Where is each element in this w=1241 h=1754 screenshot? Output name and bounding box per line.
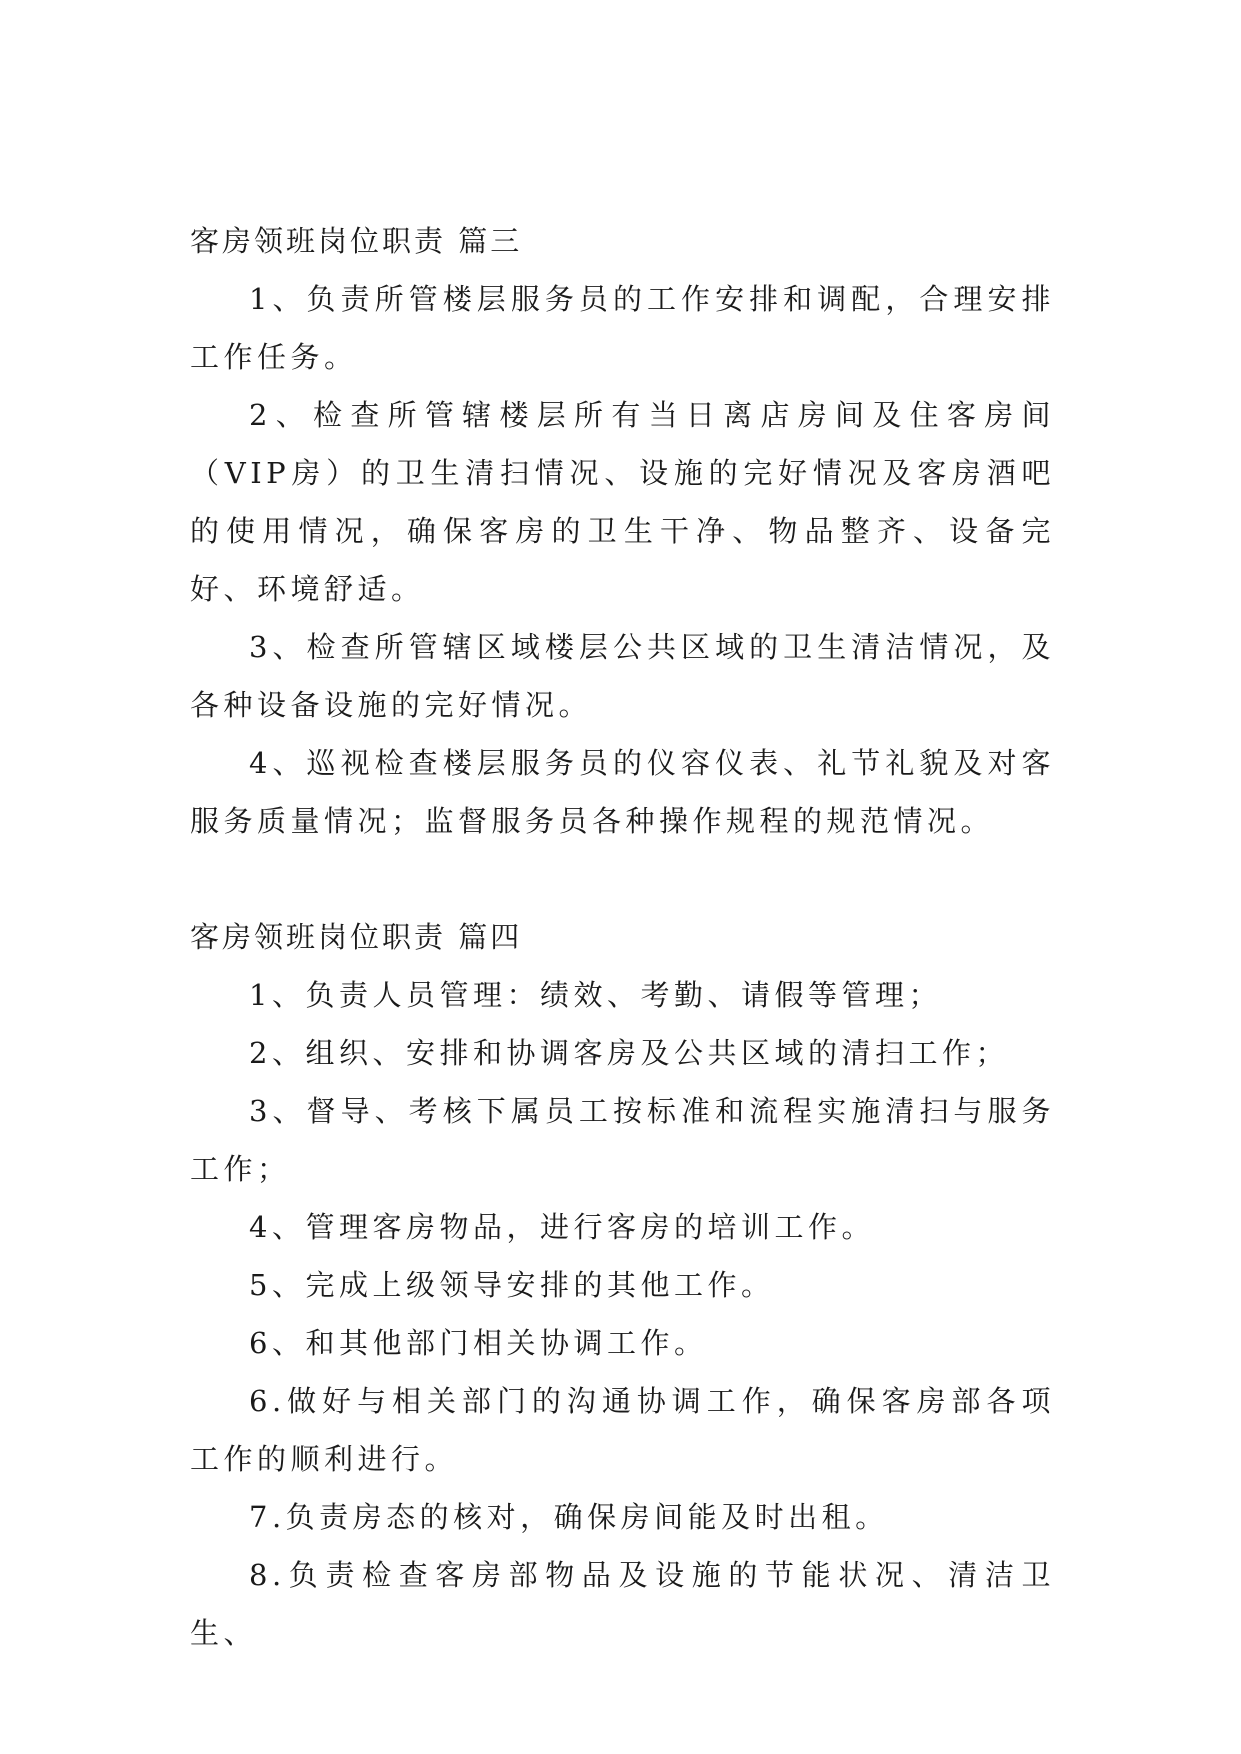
paragraph: 1、负责所管楼层服务员的工作安排和调配，合理安排工作任务。 bbox=[190, 282, 1055, 374]
paragraph: 1、负责人员管理：绩效、考勤、请假等管理； bbox=[249, 978, 942, 1012]
section-spacer bbox=[190, 850, 1055, 908]
paragraph: 7.负责房态的核对，确保房间能及时出租。 bbox=[249, 1500, 889, 1534]
section-4 bbox=[190, 908, 1055, 1662]
section-title: 客房领班岗位职责 篇三 bbox=[190, 224, 523, 258]
paragraph: 2、检查所管辖楼层所有当日离店房间及住客房间（VIP房）的卫生清扫情况、设施的完好情况及客房酒吧的使用情况，确保客房的卫生干净、物品整齐、设备完好、环境舒适。 bbox=[190, 398, 1055, 606]
paragraph: 4、管理客房物品，进行客房的培训工作。 bbox=[249, 1210, 875, 1244]
paragraph: 3、督导、考核下属员工按标准和流程实施清扫与服务工作； bbox=[190, 1094, 1055, 1186]
paragraph: 2、组织、安排和协调客房及公共区域的清扫工作； bbox=[249, 1036, 1009, 1070]
paragraph: 5、完成上级领导安排的其他工作。 bbox=[249, 1268, 775, 1302]
section-title: 客房领班岗位职责 篇四 bbox=[190, 920, 523, 954]
document-body bbox=[190, 212, 1055, 1662]
paragraph: 4、巡视检查楼层服务员的仪容仪表、礼节礼貌及对客服务质量情况；监督服务员各种操作规程的规范情况。 bbox=[190, 746, 1055, 838]
paragraph: 8.负责检查客房部物品及设施的节能状况、清洁卫生、 bbox=[190, 1558, 1055, 1650]
section-3 bbox=[190, 212, 1055, 850]
paragraph: 3、检查所管辖区域楼层公共区域的卫生清洁情况，及各种设备设施的完好情况。 bbox=[190, 630, 1055, 722]
paragraph: 6、和其他部门相关协调工作。 bbox=[249, 1326, 708, 1360]
paragraph: 6.做好与相关部门的沟通协调工作，确保客房部各项工作的顺利进行。 bbox=[190, 1384, 1055, 1476]
